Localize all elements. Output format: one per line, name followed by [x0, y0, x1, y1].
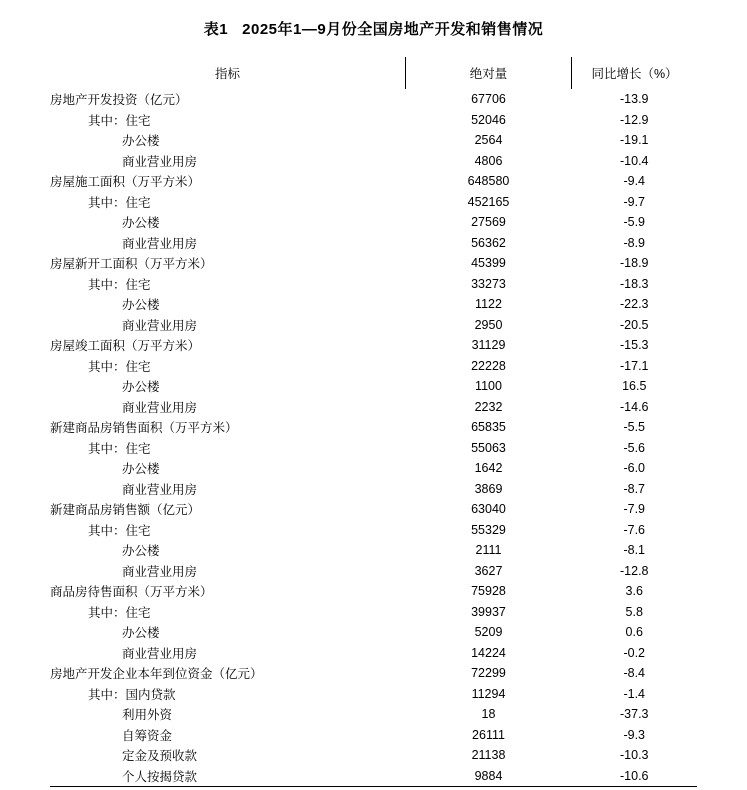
row-absolute-value: 72299	[471, 666, 506, 681]
row-growth-value: -22.3	[620, 297, 649, 312]
row-growth-value: -12.9	[620, 112, 649, 127]
table-row	[50, 704, 697, 725]
row-label: 新建商品房销售面积（万平方米）	[50, 421, 238, 436]
row-absolute-value: 1642	[474, 461, 503, 476]
row-label: 商品房待售面积（万平方米）	[50, 585, 213, 600]
table-row	[50, 479, 697, 500]
table-row	[50, 725, 697, 746]
row-label: 办公楼	[122, 462, 160, 477]
table-row	[50, 192, 697, 213]
title-text: 2025年1—9月份全国房地产开发和销售情况	[242, 21, 544, 38]
row-growth-value: -8.1	[623, 543, 646, 558]
row-growth-value: -17.1	[620, 358, 649, 373]
row-growth-value: -8.9	[623, 235, 646, 250]
row-label: 商业营业用房	[122, 482, 198, 497]
row-absolute-value: 26111	[472, 727, 505, 742]
row-absolute-value: 11294	[471, 686, 506, 701]
row-absolute-value: 33273	[471, 276, 506, 291]
row-absolute-value: 3627	[474, 563, 503, 578]
row-growth-value: -9.4	[623, 174, 646, 189]
row-label: 其中：住宅	[88, 195, 151, 210]
row-absolute-value: 5209	[474, 625, 503, 640]
row-growth-value: -6.0	[623, 461, 646, 476]
table-row	[50, 335, 697, 356]
row-growth-value: -10.6	[572, 766, 698, 787]
row-growth-value: -15.3	[620, 338, 649, 353]
table-row	[50, 745, 697, 766]
row-absolute-value: 63040	[471, 502, 506, 517]
table-row	[50, 315, 697, 336]
row-absolute-value: 2950	[474, 317, 503, 332]
table-row	[50, 561, 697, 582]
table-row	[50, 212, 697, 233]
row-absolute-value: 21138	[471, 748, 506, 763]
table-body	[50, 89, 697, 787]
table-row	[50, 663, 697, 684]
row-absolute-value: 3869	[474, 481, 503, 496]
table-header-row	[50, 57, 697, 89]
row-label: 其中：国内贷款	[88, 687, 176, 702]
row-label: 办公楼	[122, 626, 160, 641]
row-growth-value: -7.9	[623, 502, 646, 517]
row-label: 商业营业用房	[122, 400, 198, 415]
row-absolute-value: 75928	[471, 584, 506, 599]
row-label: 房屋新开工面积（万平方米）	[50, 257, 213, 272]
row-label: 商业营业用房	[122, 646, 198, 661]
row-growth-value: -37.3	[620, 707, 649, 722]
row-absolute-value: 9884	[406, 766, 572, 787]
table-row	[50, 110, 697, 131]
row-absolute-value: 648580	[467, 174, 510, 189]
table-row	[50, 602, 697, 623]
table-row	[50, 151, 697, 172]
document-page	[0, 18, 747, 787]
row-label: 房地产开发投资（亿元）	[50, 93, 188, 108]
table-row	[50, 397, 697, 418]
row-label: 定金及预收款	[122, 749, 198, 764]
row-growth-value: 0.6	[625, 625, 643, 640]
row-growth-value: -18.9	[620, 256, 649, 271]
row-absolute-value: 39937	[471, 604, 506, 619]
table-row	[50, 684, 697, 705]
column-header-indicator: 指标	[214, 67, 240, 81]
table-row	[50, 458, 697, 479]
row-growth-value: 3.6	[625, 584, 643, 599]
row-absolute-value: 55329	[471, 522, 506, 537]
table-row	[50, 520, 697, 541]
row-growth-value: -10.4	[620, 153, 649, 168]
row-growth-value: -18.3	[620, 276, 649, 291]
row-label: 其中：住宅	[88, 605, 151, 620]
row-growth-value: -9.3	[623, 727, 646, 742]
row-label: 办公楼	[122, 380, 160, 395]
row-label: 新建商品房销售额（亿元）	[50, 503, 201, 518]
row-label: 其中：住宅	[88, 277, 151, 292]
table-row	[50, 622, 697, 643]
row-growth-value: -7.6	[623, 522, 646, 537]
row-absolute-value: 14224	[471, 645, 506, 660]
column-header-growth: 同比增长（%）	[572, 57, 698, 89]
column-header-absolute: 绝对量	[406, 57, 572, 89]
row-label: 办公楼	[122, 544, 160, 559]
table-row	[50, 253, 697, 274]
row-absolute-value: 22228	[471, 358, 506, 373]
table-row	[50, 540, 697, 561]
row-label: 办公楼	[122, 134, 160, 149]
row-growth-value: -10.3	[620, 748, 649, 763]
row-label: 商业营业用房	[122, 236, 198, 251]
row-label: 商业营业用房	[122, 154, 198, 169]
row-absolute-value: 2111	[475, 543, 502, 558]
row-label: 房屋施工面积（万平方米）	[50, 175, 201, 190]
row-absolute-value: 2232	[474, 399, 503, 414]
table-row	[50, 356, 697, 377]
row-growth-value: -8.7	[623, 481, 646, 496]
table-row	[50, 643, 697, 664]
row-label: 自筹资金	[122, 728, 173, 743]
table-row	[50, 89, 697, 110]
table-row	[50, 294, 697, 315]
row-growth-value: -5.5	[623, 420, 646, 435]
table-row	[50, 581, 697, 602]
row-absolute-value: 52046	[471, 112, 506, 127]
row-growth-value: -9.7	[623, 194, 646, 209]
row-growth-value: -1.4	[623, 686, 646, 701]
row-absolute-value: 2564	[474, 133, 503, 148]
row-growth-value: -14.6	[620, 399, 649, 414]
row-absolute-value: 1122	[475, 297, 502, 312]
row-absolute-value: 452165	[467, 194, 510, 209]
row-growth-value: -13.9	[620, 92, 649, 107]
row-growth-value: -0.2	[623, 645, 646, 660]
page-title	[0, 18, 747, 39]
row-absolute-value: 55063	[471, 440, 506, 455]
row-growth-value: -20.5	[620, 317, 649, 332]
row-absolute-value: 31129	[471, 338, 506, 353]
row-absolute-value: 27569	[471, 215, 506, 230]
table-row	[50, 417, 697, 438]
table-row	[50, 171, 697, 192]
row-absolute-value: 65835	[471, 420, 506, 435]
row-absolute-value: 18	[481, 707, 496, 722]
table-number: 表1	[203, 21, 229, 38]
row-label: 商业营业用房	[122, 318, 198, 333]
row-label: 商业营业用房	[122, 564, 198, 579]
table-header	[50, 57, 697, 89]
row-growth-value: 16.5	[622, 379, 647, 394]
row-growth-value: -19.1	[620, 133, 649, 148]
statistics-table	[50, 57, 697, 787]
row-label: 其中：住宅	[88, 359, 151, 374]
table-row	[50, 130, 697, 151]
table-row	[50, 274, 697, 295]
row-growth-value: -5.6	[623, 440, 646, 455]
row-absolute-value: 4806	[474, 153, 503, 168]
row-label: 其中：住宅	[88, 113, 151, 128]
row-label: 办公楼	[122, 216, 160, 231]
table-row	[50, 376, 697, 397]
row-growth-value: 5.8	[625, 604, 643, 619]
row-growth-value: -8.4	[623, 666, 646, 681]
row-absolute-value: 56362	[471, 235, 506, 250]
row-absolute-value: 67706	[471, 92, 506, 107]
table-row	[50, 233, 697, 254]
row-label: 办公楼	[122, 298, 160, 313]
row-label: 其中：住宅	[88, 441, 151, 456]
row-growth-value: -12.8	[620, 563, 649, 578]
row-absolute-value: 45399	[471, 256, 506, 271]
table-row	[50, 438, 697, 459]
row-label: 利用外资	[122, 708, 173, 723]
row-label: 房地产开发企业本年到位资金（亿元）	[50, 667, 263, 682]
row-growth-value: -5.9	[623, 215, 646, 230]
row-absolute-value: 1100	[475, 379, 502, 394]
row-label: 房屋竣工面积（万平方米）	[50, 339, 201, 354]
table-row	[50, 499, 697, 520]
table-row	[50, 766, 697, 787]
row-label: 个人按揭贷款	[50, 766, 406, 787]
row-label: 其中：住宅	[88, 523, 151, 538]
